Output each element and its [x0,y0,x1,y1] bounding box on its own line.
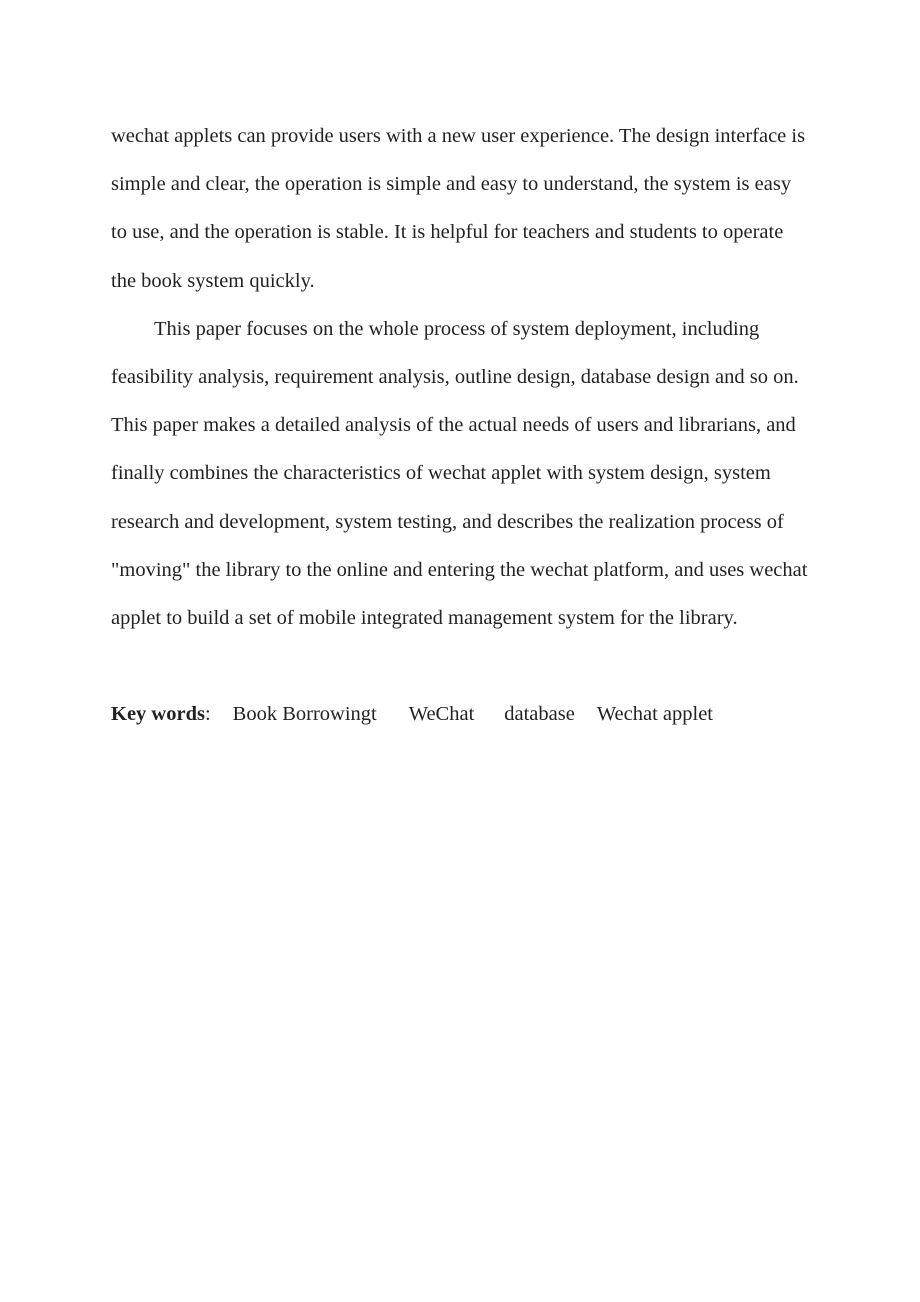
keyword-term: database [504,703,575,726]
abstract-body [111,112,811,738]
keyword-term: Wechat applet [596,703,714,726]
keyword-term: WeChat [408,703,475,726]
keywords-line [111,690,811,738]
keywords-label: Key words [111,703,205,726]
abstract-paragraph-continued: wechat applets can provide users with a new user experience. The design interface is simple and clear, the operation is simple and easy to understand, the system is easy to use, and the operation is stable. It is helpful for teachers and students to operate the book system quickly. [111,125,806,292]
abstract-paragraph: This paper focuses on the whole process of system deployment, including feasibility analysis, requirement analysis, outline design, database design and so on. This paper makes a detailed analysis of the actual needs of users and librarians, and finally combines the characteristics of wechat applet with system design, system research and development, system testing, and describes the realization process of "moving" the library to the online and entering the wechat platform, and uses wechat applet to build a set of mobile integrated management system for the library. [111,317,808,630]
keywords-colon: : [204,703,211,726]
keyword-term: Book Borrowingt [232,703,377,726]
